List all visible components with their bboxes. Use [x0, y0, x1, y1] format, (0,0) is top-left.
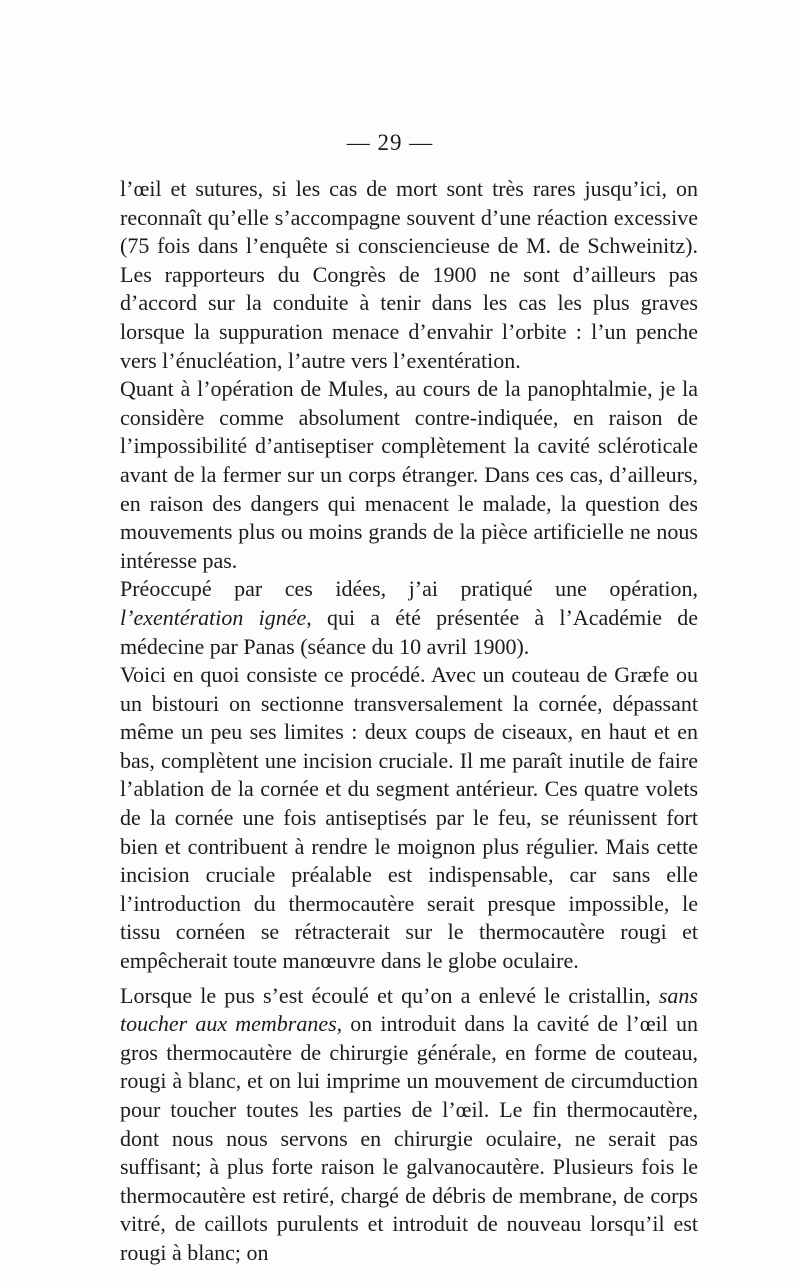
paragraph: [120, 575, 698, 661]
text-run: , qui a été présentée à l’Académie de médecine par Panas (séance du 10 avril 1900).: [120, 604, 698, 659]
italic-text: sans toucher aux membranes: [120, 982, 698, 1037]
text-run: Préoccupé par ces idées, j’ai pratiqué une opération,: [120, 576, 698, 602]
text-run: l’œil et sutures, si les cas de mort sont très rares jusqu’ici, on reconnaît qu’elle s’accompagne souvent d’une réaction excessive (75 fois dans l’enquête si consciencieuse de M. de Schweinitz). Les rapporteurs du Congrès de 1900 ne sont d’ailleurs pas d’accord sur la conduite à tenir dans les cas les plus graves lorsque la suppuration menace d’envahir l’orbite : l’un penche vers l’énucléation, l’autre vers l’exentération.: [120, 176, 698, 373]
paragraph: [120, 661, 698, 976]
text-run: , on introduit dans la cavité de l’œil un gros thermocautère de chirurgie générale, en forme de couteau, rougi à blanc, et on lui imprime un mouvement de circumduction pour toucher toutes les parties de l’œil. Le fin thermocautère, dont nous nous servons en chirurgie oculaire, ne serait pas suffisant; à plus forte raison le galvanocautère. Plusieurs fois le thermocautère est retiré, chargé de débris de membrane, de corps vitré, de caillots purulents et introduit de nouveau lorsqu’il est rougi à blanc; on: [120, 1011, 698, 1265]
paragraph: [120, 175, 698, 375]
page-number: — 29 —: [346, 130, 434, 155]
text-run: Voici en quoi consiste ce procédé. Avec un couteau de Græfe ou un bistouri on sectionne transversalement la cornée, dépassant même un peu ses limites : deux coups de ciseaux, en haut et en bas, complètent une incision cruciale. Il me paraît inutile de faire l’ablation de la cornée et du segment antérieur. Ces quatre volets de la cornée une fois antiseptisés par le feu, se réunissent fort bien et contribuent à rendre le moignon plus régulier. Mais cette incision cruciale préalable est indispensable, car sans elle l’introduction du thermocautère serait presque impossible, le tissu cornéen se rétracterait sur le thermocautère rougi et empêcherait toute manœuvre dans le globe oculaire.: [120, 662, 698, 974]
paragraph: [120, 982, 698, 1268]
body-text: [120, 175, 698, 1268]
text-run: Quant à l’opération de Mules, au cours de la panophtalmie, je la considère comme absolument contre-indiquée, en raison de l’impossibilité d’antiseptiser complètement la cavité scléroticale avant de la fermer sur un corps étranger. Dans ces cas, d’ailleurs, en raison des dangers qui menacent le malade, la question des mouvements plus ou moins grands de la pièce artificielle ne nous intéresse pas.: [120, 376, 698, 573]
text-run: Lorsque le pus s’est écoulé et qu’on a enlevé le cristallin,: [120, 982, 659, 1008]
italic-text: l’exentération ignée: [120, 604, 307, 630]
paragraph: [120, 375, 698, 575]
